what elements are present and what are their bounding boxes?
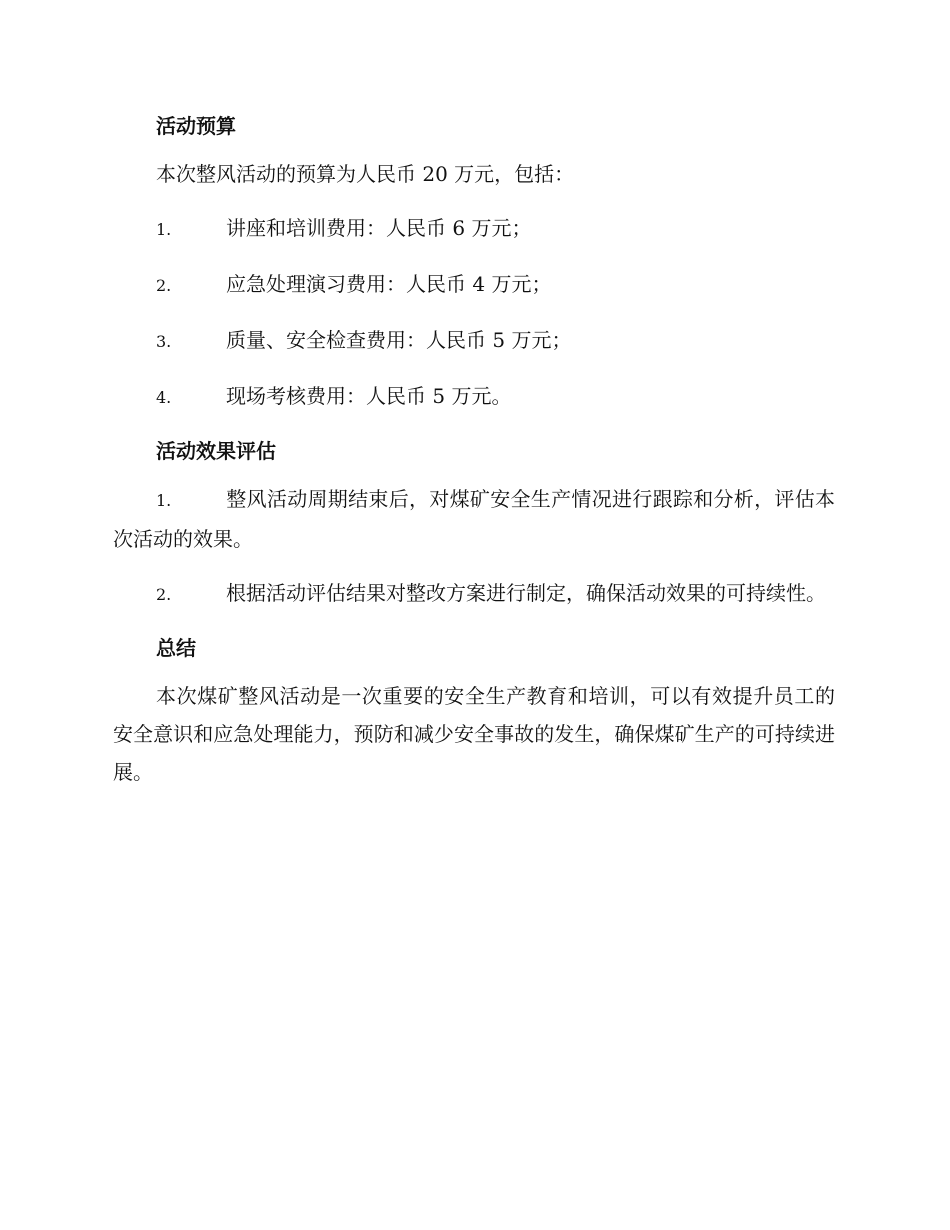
list-item [113, 265, 835, 305]
list-item-text: 根据活动评估结果对整改方案进行制定，确保活动效果的可持续性。 [226, 581, 826, 605]
list-item [113, 377, 835, 417]
list-item-text: 应急处理演习费用：人民币 4 万元； [226, 272, 552, 296]
list-item-text: 整风活动周期结束后，对煤矿安全生产情况进行跟踪和分析，评估本次活动的效果。 [113, 487, 835, 551]
list-item-number: 1. [156, 220, 172, 239]
list-item-number: 2. [156, 585, 172, 604]
list-item-number: 1. [156, 491, 172, 510]
list-item-number: 3. [156, 332, 172, 351]
list-item-number: 2. [156, 276, 172, 295]
list-item-text: 质量、安全检查费用：人民币 5 万元； [226, 328, 572, 352]
list-item [113, 209, 835, 249]
list-item [113, 480, 835, 558]
list-item-text: 讲座和培训费用：人民币 6 万元； [226, 216, 532, 240]
section-heading-budget: 活动预算 [156, 114, 236, 138]
list-item-number: 4. [156, 388, 172, 407]
list-item [113, 321, 835, 361]
section-heading-evaluation: 活动效果评估 [156, 439, 276, 463]
document-page [113, 100, 835, 807]
list-item [113, 574, 835, 614]
budget-intro: 本次整风活动的预算为人民币 20 万元，包括： [156, 162, 575, 186]
list-item-text: 现场考核费用：人民币 5 万元。 [226, 384, 512, 408]
section-heading-summary: 总结 [156, 636, 196, 660]
summary-paragraph: 本次煤矿整风活动是一次重要的安全生产教育和培训，可以有效提升员工的安全意识和应急处理能力，预防和减少安全事故的发生，确保煤矿生产的可持续进展。 [113, 684, 835, 784]
